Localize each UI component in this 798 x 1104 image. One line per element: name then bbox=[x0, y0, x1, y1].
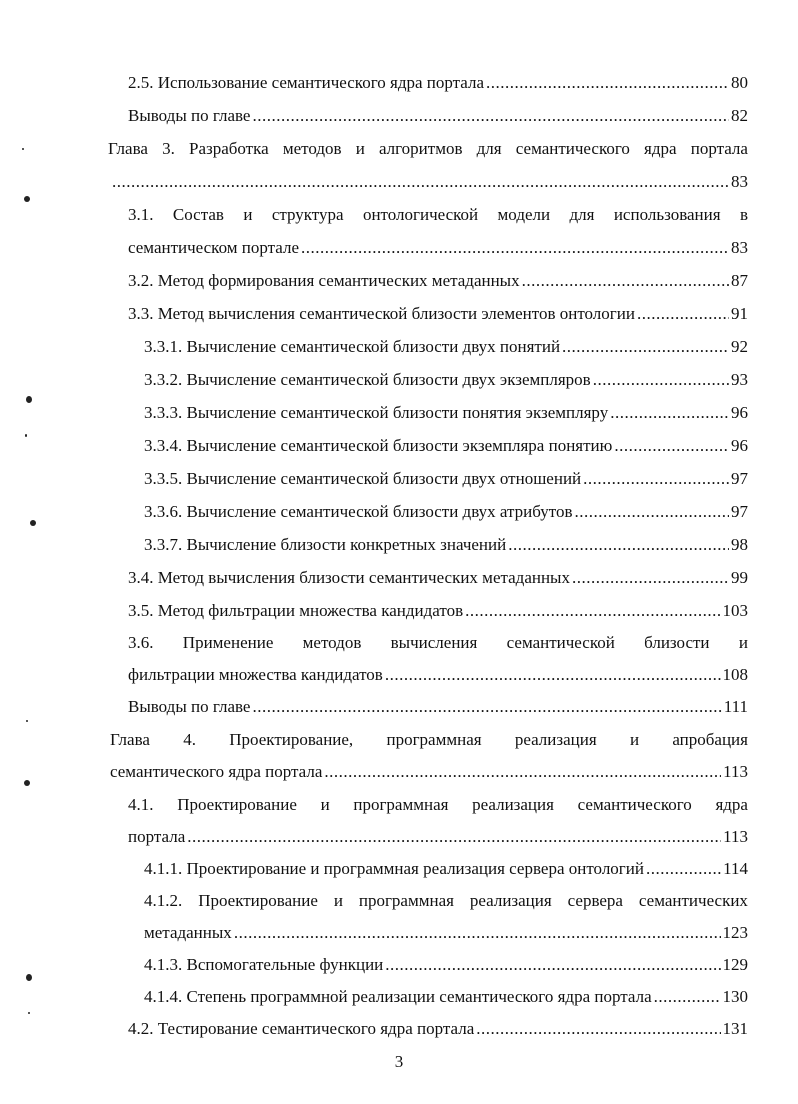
toc-word: программная bbox=[358, 891, 454, 910]
toc-leader-dots bbox=[476, 1016, 720, 1042]
toc-entry-page: 92 bbox=[731, 337, 748, 356]
toc-word: и bbox=[629, 730, 640, 749]
toc-entry-justified bbox=[144, 888, 748, 914]
toc-leader-dots bbox=[324, 759, 721, 785]
toc-leader-dots bbox=[583, 466, 729, 492]
toc-entry-title: 2.5. Использование семантического ядра портала bbox=[128, 73, 485, 92]
toc-word: реализация bbox=[469, 891, 552, 910]
toc-word: алгоритмов bbox=[378, 139, 463, 158]
toc-leader-dots bbox=[614, 433, 729, 459]
toc-entry bbox=[128, 235, 748, 261]
toc-entry bbox=[128, 598, 748, 624]
toc-entry-page: 114 bbox=[723, 859, 748, 878]
toc-leader-dots bbox=[301, 235, 729, 261]
toc-word: методов bbox=[282, 139, 342, 158]
toc-word: ядра bbox=[644, 139, 677, 158]
toc-entry bbox=[128, 301, 748, 327]
toc-entry-page: 87 bbox=[731, 271, 748, 290]
toc-leader-dots bbox=[593, 367, 729, 393]
toc-entry-page: 80 bbox=[731, 73, 748, 92]
scan-speck bbox=[26, 720, 28, 722]
toc-entry-page: 97 bbox=[731, 502, 748, 521]
toc-word: программная bbox=[386, 730, 482, 749]
toc-word: вычисления bbox=[390, 633, 478, 652]
toc-word: апробация bbox=[672, 730, 748, 749]
toc-entry-title: 3.5. Метод фильтрации множества кандидатов bbox=[128, 601, 464, 620]
toc-entry bbox=[110, 759, 748, 785]
toc-entry-page: 98 bbox=[731, 535, 748, 554]
toc-entry bbox=[128, 694, 748, 720]
toc-leader-dots bbox=[234, 920, 721, 946]
scan-speck bbox=[25, 434, 27, 437]
toc-entry-justified bbox=[128, 202, 748, 228]
toc-word: 4.1.2. bbox=[144, 891, 183, 910]
toc-leader-dots bbox=[572, 565, 729, 591]
toc-entry-justified bbox=[108, 136, 748, 162]
toc-entry-title: 3.3.1. Вычисление семантической близости двух понятий bbox=[144, 337, 561, 356]
toc-entry-page: 113 bbox=[723, 762, 748, 781]
toc-entry-page: 129 bbox=[722, 955, 748, 974]
toc-leader-dots bbox=[112, 169, 729, 195]
toc-entry-justified bbox=[128, 630, 748, 656]
toc-entry-page: 108 bbox=[722, 665, 748, 684]
toc-word: Применение bbox=[182, 633, 274, 652]
toc-entry-title: семантического ядра портала bbox=[110, 762, 323, 781]
toc-word: и bbox=[320, 795, 330, 814]
toc-leader-dots bbox=[610, 400, 729, 426]
toc-leader-dots bbox=[654, 984, 721, 1010]
toc-leader-dots bbox=[187, 824, 721, 850]
toc-entry-page: 111 bbox=[723, 697, 748, 716]
toc-word: близости bbox=[644, 633, 710, 652]
toc-word: модели bbox=[497, 205, 551, 224]
toc-entry-title: 3.3.5. Вычисление семантической близости двух отношений bbox=[144, 469, 582, 488]
toc-leader-dots bbox=[465, 598, 720, 624]
toc-word: реализация bbox=[514, 730, 597, 749]
toc-entry bbox=[144, 433, 748, 459]
toc-leader-dots bbox=[637, 301, 729, 327]
toc-word: 4.1. bbox=[128, 795, 154, 814]
toc-entry-title: 3.3.6. Вычисление семантической близости двух атрибутов bbox=[144, 502, 573, 521]
toc-leader-dots bbox=[522, 268, 729, 294]
toc-leader-dots bbox=[252, 694, 721, 720]
toc-entry-title: 4.1.1. Проектирование и программная реализация сервера онтологий bbox=[144, 859, 644, 878]
toc-word: и bbox=[333, 891, 343, 910]
toc-entry-page: 93 bbox=[731, 370, 748, 389]
toc-word: в bbox=[739, 205, 748, 224]
toc-entry-justified bbox=[110, 727, 748, 753]
toc-entry-title: 3.2. Метод формирования семантических метаданных bbox=[128, 271, 520, 290]
scan-speck bbox=[28, 1012, 30, 1014]
scan-speck bbox=[24, 196, 30, 202]
scan-speck bbox=[26, 974, 32, 981]
toc-entry-page: 83 bbox=[731, 238, 748, 257]
toc-word: сервера bbox=[567, 891, 623, 910]
toc-word: семантической bbox=[506, 633, 615, 652]
toc-entry-title: 3.3.2. Вычисление семантической близости двух экземпляров bbox=[144, 370, 591, 389]
toc-entry bbox=[144, 856, 748, 882]
toc-entry-title: фильтрации множества кандидатов bbox=[128, 665, 383, 684]
toc-leader-dots bbox=[508, 532, 729, 558]
toc-entry bbox=[144, 920, 748, 946]
toc-entry-page: 97 bbox=[731, 469, 748, 488]
toc-word: использования bbox=[613, 205, 721, 224]
toc-leader-dots bbox=[646, 856, 721, 882]
toc-entry-title: Выводы по главе bbox=[128, 697, 251, 716]
toc-entry bbox=[144, 334, 748, 360]
toc-entry-title: 3.3.3. Вычисление семантической близости понятия экземпляру bbox=[144, 403, 609, 422]
toc-word: 3.6. bbox=[128, 633, 154, 652]
toc-entry-title: 3.3.4. Вычисление семантической близости экземпляра понятию bbox=[144, 436, 613, 455]
toc-entry-title: метаданных bbox=[144, 923, 232, 942]
toc-word: для bbox=[476, 139, 502, 158]
toc-word: для bbox=[569, 205, 595, 224]
toc-word: семантического bbox=[515, 139, 630, 158]
scan-speck bbox=[24, 780, 30, 786]
toc-entry bbox=[110, 169, 748, 195]
page-number: 3 bbox=[394, 1052, 404, 1071]
toc-leader-dots bbox=[385, 662, 721, 688]
toc-word: и bbox=[243, 205, 253, 224]
toc-entry-title: 3.4. Метод вычисления близости семантических метаданных bbox=[128, 568, 570, 587]
toc-entry bbox=[144, 532, 748, 558]
toc-entry-page: 82 bbox=[731, 106, 748, 125]
toc-entry-page: 96 bbox=[731, 436, 748, 455]
toc-entry bbox=[128, 103, 748, 129]
toc-word: 3. bbox=[162, 139, 175, 158]
toc-entry bbox=[144, 984, 748, 1010]
scan-speck bbox=[30, 520, 36, 526]
toc-entry bbox=[128, 565, 748, 591]
toc-word: Проектирование bbox=[177, 795, 297, 814]
toc-entry-title: 3.3. Метод вычисления семантической близости элементов онтологии bbox=[128, 304, 635, 323]
toc-leader-dots bbox=[574, 499, 729, 525]
toc-word: Глава bbox=[108, 139, 148, 158]
toc-word: Глава bbox=[110, 730, 150, 749]
toc-entry-page: 83 bbox=[731, 172, 748, 191]
scan-speck bbox=[22, 148, 24, 150]
toc-word: онтологической bbox=[362, 205, 479, 224]
toc-word: Разработка bbox=[189, 139, 269, 158]
toc-entry-page: 130 bbox=[722, 987, 748, 1006]
toc-leader-dots bbox=[252, 103, 729, 129]
toc-entry-title: 4.2. Тестирование семантического ядра портала bbox=[128, 1019, 475, 1038]
toc-entry-title: Выводы по главе bbox=[128, 106, 251, 125]
toc-entry-page: 123 bbox=[722, 923, 748, 942]
toc-entry-title: 3.3.7. Вычисление близости конкретных значений bbox=[144, 535, 507, 554]
toc-entry-page: 91 bbox=[731, 304, 748, 323]
toc-word: ядра bbox=[715, 795, 748, 814]
toc-leader-dots bbox=[385, 952, 720, 978]
toc-entry bbox=[144, 466, 748, 492]
toc-word: портала bbox=[690, 139, 748, 158]
toc-entry-page: 103 bbox=[722, 601, 748, 620]
toc-entry-page: 99 bbox=[731, 568, 748, 587]
toc-word: и bbox=[355, 139, 365, 158]
toc-entry-title: семантическом портале bbox=[128, 238, 299, 257]
toc-entry bbox=[128, 268, 748, 294]
toc-word: методов bbox=[302, 633, 362, 652]
scan-speck bbox=[26, 396, 32, 403]
toc-entry bbox=[128, 824, 748, 850]
toc-word: семантических bbox=[638, 891, 748, 910]
toc-word: 3.1. bbox=[128, 205, 154, 224]
toc-leader-dots bbox=[562, 334, 729, 360]
toc-entry-title: 4.1.3. Вспомогательные функции bbox=[144, 955, 384, 974]
toc-word: Проектирование, bbox=[229, 730, 354, 749]
toc-entry-page: 96 bbox=[731, 403, 748, 422]
toc-word: и bbox=[738, 633, 748, 652]
toc-entry-page: 113 bbox=[723, 827, 748, 846]
toc-entry-title: 4.1.4. Степень программной реализации семантического ядра портала bbox=[144, 987, 652, 1006]
toc-entry-page: 131 bbox=[722, 1019, 748, 1038]
toc-entry bbox=[144, 499, 748, 525]
toc-word: структура bbox=[271, 205, 344, 224]
toc-word: 4. bbox=[183, 730, 196, 749]
toc-entry bbox=[128, 662, 748, 688]
toc-word: программная bbox=[353, 795, 449, 814]
toc-entry-title: портала bbox=[128, 827, 186, 846]
toc-entry bbox=[128, 1016, 748, 1042]
toc-word: семантического bbox=[577, 795, 692, 814]
toc-entry-justified bbox=[128, 792, 748, 818]
toc-entry bbox=[128, 70, 748, 96]
toc-word: Проектирование bbox=[198, 891, 318, 910]
toc-word: реализация bbox=[472, 795, 554, 814]
toc-leader-dots bbox=[486, 70, 729, 96]
toc-word: Состав bbox=[172, 205, 224, 224]
toc-entry bbox=[144, 400, 748, 426]
toc-entry bbox=[144, 367, 748, 393]
toc-entry bbox=[144, 952, 748, 978]
